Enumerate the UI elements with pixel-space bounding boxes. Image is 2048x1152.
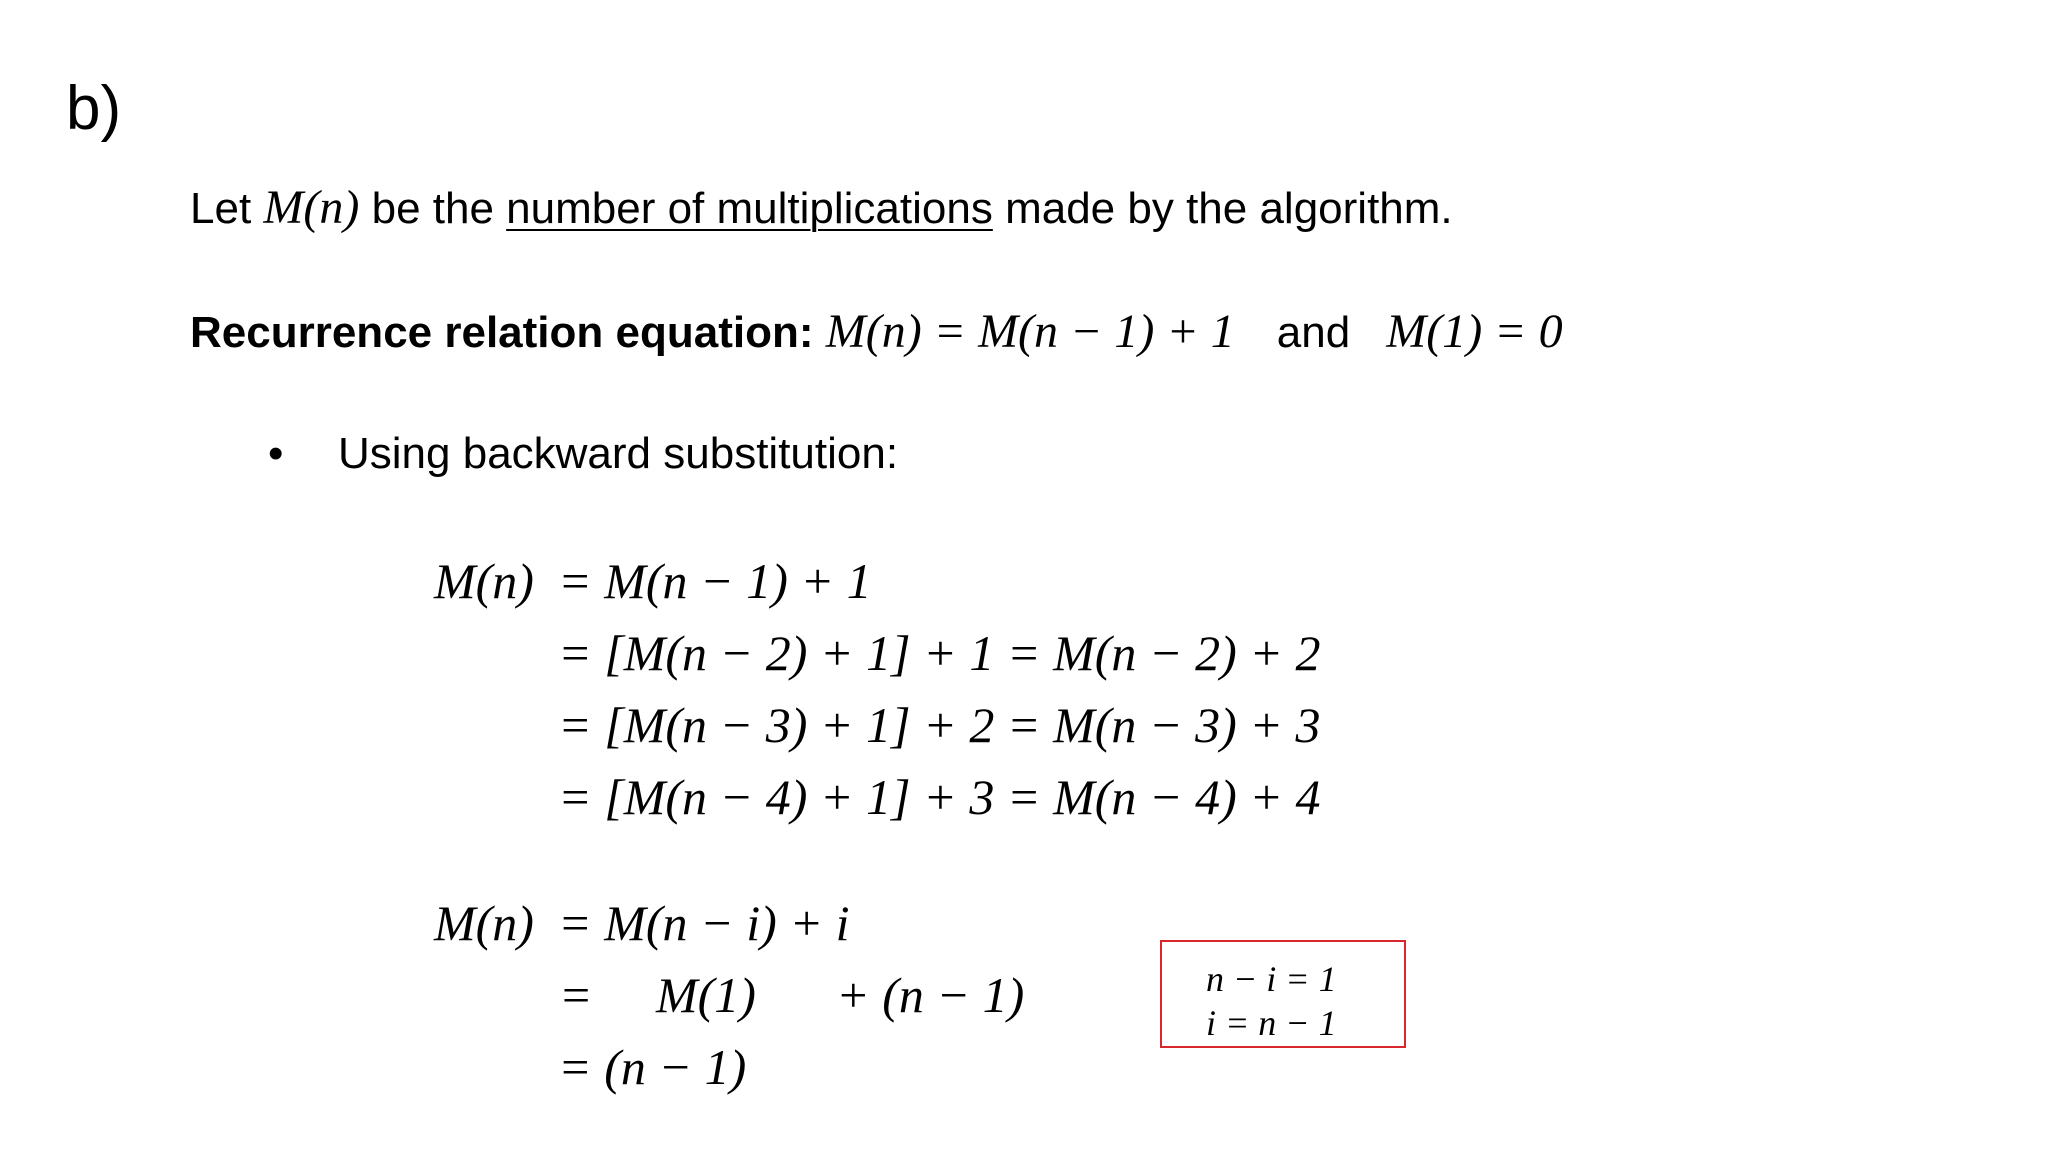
intro-symbol: M(n) (263, 181, 360, 234)
note-box (1160, 940, 1406, 1048)
intro-suffix: made by the algorithm. (1005, 184, 1453, 233)
intro-underlined-term: number of multiplications (506, 184, 993, 233)
recurrence-equation: M(n) = M(n − 1) + 1 (825, 305, 1235, 358)
recurrence-connector: and (1276, 308, 1351, 357)
recurrence-line (190, 305, 1563, 358)
bullet-item (268, 429, 899, 478)
substitution-line-3: = [M(n − 3) + 1] + 2 = M(n − 3) + 3 (558, 697, 1321, 753)
bullet-text: Using backward substitution: (338, 429, 899, 478)
general-line-2-term2: + (n − 1) (836, 967, 1025, 1023)
intro-middle: be the (371, 184, 494, 233)
bullet-dot: • (268, 429, 284, 478)
general-lhs: M(n) (434, 895, 534, 951)
general-line-2-term1: M(1) (656, 967, 756, 1023)
intro-prefix: Let (190, 184, 252, 233)
substitution-lhs: M(n) (434, 553, 534, 609)
note-box-line-1: n − i = 1 (1206, 959, 1337, 999)
general-line-2-equals: = (562, 967, 591, 1023)
general-line-1: = M(n − i) + i (558, 895, 850, 951)
general-line-3: = (n − 1) (558, 1039, 747, 1095)
note-box-line-2: i = n − 1 (1206, 1003, 1337, 1043)
recurrence-label: Recurrence relation equation: (190, 308, 814, 357)
substitution-line-2: = [M(n − 2) + 1] + 1 = M(n − 2) + 2 (558, 625, 1321, 681)
substitution-line-4: = [M(n − 4) + 1] + 3 = M(n − 4) + 4 (558, 769, 1321, 825)
substitution-line-1: = M(n − 1) + 1 (558, 553, 872, 609)
intro-sentence (190, 181, 1453, 234)
recurrence-initial: M(1) = 0 (1386, 305, 1563, 358)
part-label: b) (66, 74, 122, 143)
